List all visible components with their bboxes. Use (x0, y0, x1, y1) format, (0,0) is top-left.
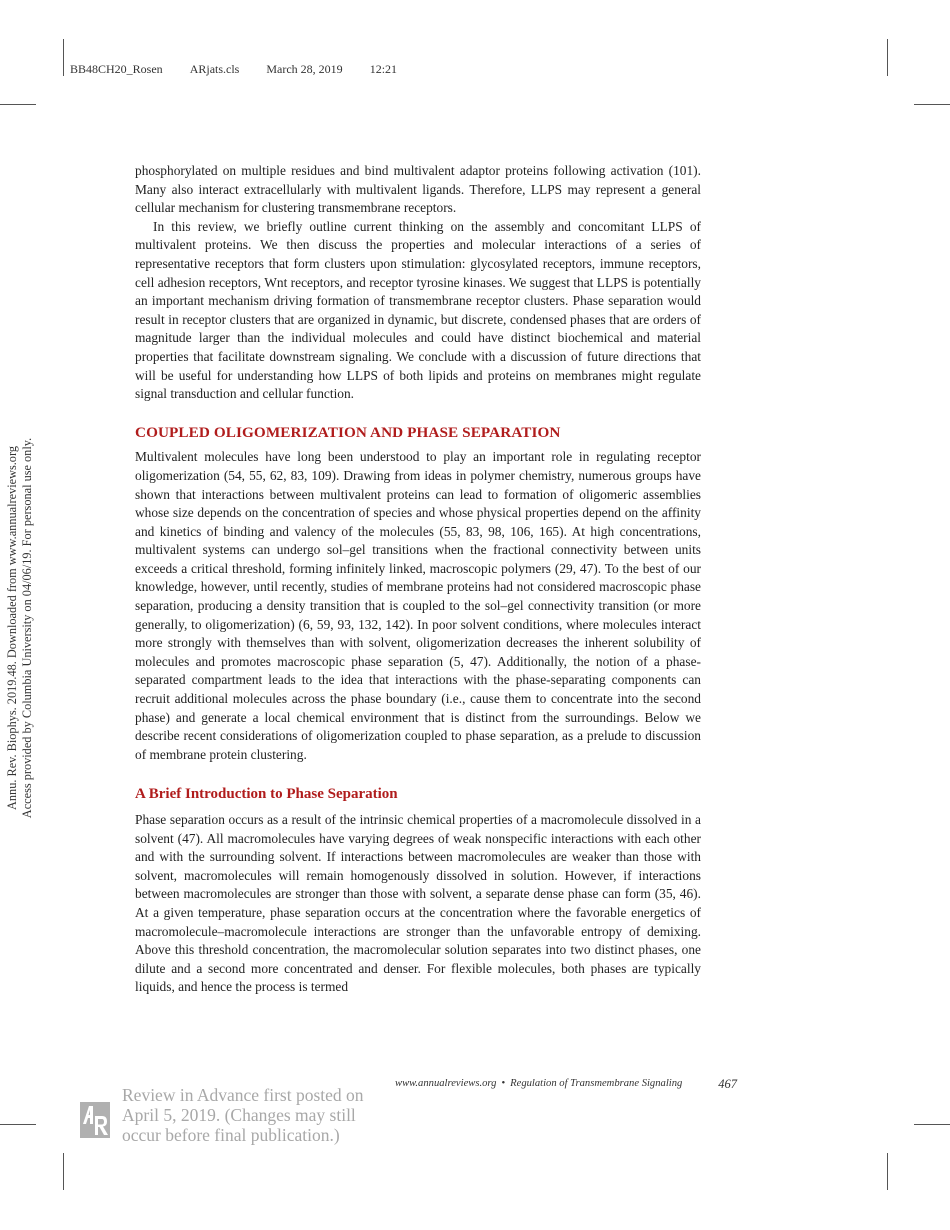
job-id: BB48CH20_Rosen (70, 62, 163, 76)
paragraph: phosphorylated on multiple residues and bind multivalent adaptor proteins following activation (101). Many also interact extracellularly with multivalent ligands. Therefore, LLPS may represent a general cellular mechanism for clustering transmembrane receptors. (135, 163, 701, 216)
review-in-advance-note (122, 1085, 364, 1145)
paragraph: In this review, we briefly outline current thinking on the assembly and concomitant LLPS of multivalent proteins. We then discuss the properties and molecular interactions of a series of representative receptors that form clusters upon stimulation: glycosylated receptors, immune receptors, cell adhesion receptors, Wnt receptors, and receptor tyrosine kinases. We suggest that LLPS is potentially an important mechanism driving formation of transmembrane receptor clusters. Phase separation would result in receptor clusters that are organized in dynamic, but discrete, condensed phases that are orders of magnitude larger than the individual molecules and could have distinct biochemical and material properties that facilitate downstream signaling. We conclude with a discussion of future directions that will be useful for understanding how LLPS of both lipids and proteins on membranes might regulate signal transduction and cellular function. (135, 218, 701, 402)
crop-mark (914, 104, 950, 105)
access-note: Access provided by Columbia University on 04/06/19. For personal use only. (20, 437, 34, 819)
paragraph: Phase separation occurs as a result of the intrinsic chemical properties of a macromolecule dissolved in a solvent (47). All macromolecules have varying degrees of weak nonspecific interactions with each other and with the surrounding solvent. If interactions between macromolecules are weaker than those with solvent, macromolecules will remain homogenously dissolved in solution. However, if interactions between macromolecules are stronger than those with solvent, a separate dense phase can form (35, 46). At a given temperature, phase separation occurs at the concentration where the favorable energetics of macromolecule–macromolecule interactions are stronger than the unfavorable entropy of demixing. Above this threshold concentration, the macromolecular solution separates into two distinct phases, one dilute and a second more concentrated and denser. For flexible molecules, both phases are typically liquids, and hence the process is termed (135, 812, 701, 995)
article-body (135, 162, 701, 997)
running-title: Regulation of Transmembrane Signaling (510, 1078, 683, 1089)
download-access-note (5, 268, 35, 988)
journal-website: www.annualreviews.org (395, 1078, 497, 1089)
crop-mark (63, 39, 64, 76)
review-note-line: April 5, 2019. (Changes may still (122, 1105, 356, 1125)
class-file: ARjats.cls (189, 62, 240, 76)
review-note-line: occur before final publication.) (122, 1125, 340, 1145)
subsection-heading: A Brief Introduction to Phase Separation (135, 786, 398, 803)
crop-mark (914, 1124, 950, 1125)
slug-time: 12:21 (369, 62, 398, 76)
slug-date: March 28, 2019 (266, 62, 343, 76)
crop-mark (887, 39, 888, 76)
slug-line (70, 62, 421, 77)
annual-reviews-logo (80, 1102, 110, 1138)
review-note-line: Review in Advance first posted on (122, 1085, 364, 1105)
download-note: Annu. Rev. Biophys. 2019.48. Downloaded from www.annualreviews.org (5, 446, 19, 810)
footer-separator: • (501, 1078, 506, 1089)
crop-mark (63, 1153, 64, 1190)
running-footer (395, 1078, 737, 1089)
crop-mark (0, 1124, 36, 1125)
page-number: 467 (718, 1077, 737, 1091)
crop-mark (0, 104, 36, 105)
section-heading: COUPLED OLIGOMERIZATION AND PHASE SEPARATION (135, 423, 561, 441)
crop-mark (887, 1153, 888, 1190)
paragraph: Multivalent molecules have long been understood to play an important role in regulating receptor oligomerization (54, 55, 62, 83, 109). Drawing from ideas in polymer chemistry, numerous groups have shown that interactions between multivalent proteins can lead to formation of oligomeric assemblies whose size depends on the concentration of species and whose physical properties depend on the affinity and kinetics of binding and valency of the molecules (55, 83, 98, 106, 165). At high concentrations, multivalent systems can undergo sol–gel transitions when the fractional connectivity between units exceeds a critical threshold, forming infinitely linked, macroscopic polymers (29, 47). To the best of our knowledge, however, until recently, studies of membrane proteins had not considered macroscopic phase separation, producing a density transition that is coupled to the sol–gel connectivity transition (or more generally, to oligomerization) (6, 59, 93, 132, 142). In poor solvent conditions, where molecules interact more strongly with themselves than with solvent, oligomerization decreases the inherent solubility of molecules and promotes macroscopic phase separation (5, 47). Additionally, the notion of a phase-separated compartment leads to the idea that interactions with the phase-separating components can recruit additional molecules across the phase boundary (i.e., cause them to concentrate into the second phase) and generate a local chemical environment that is distinct from the surroundings. Below we describe recent considerations of oligomerization coupled to phase separation, as a prelude to discussion of membrane protein clustering. (135, 449, 701, 762)
